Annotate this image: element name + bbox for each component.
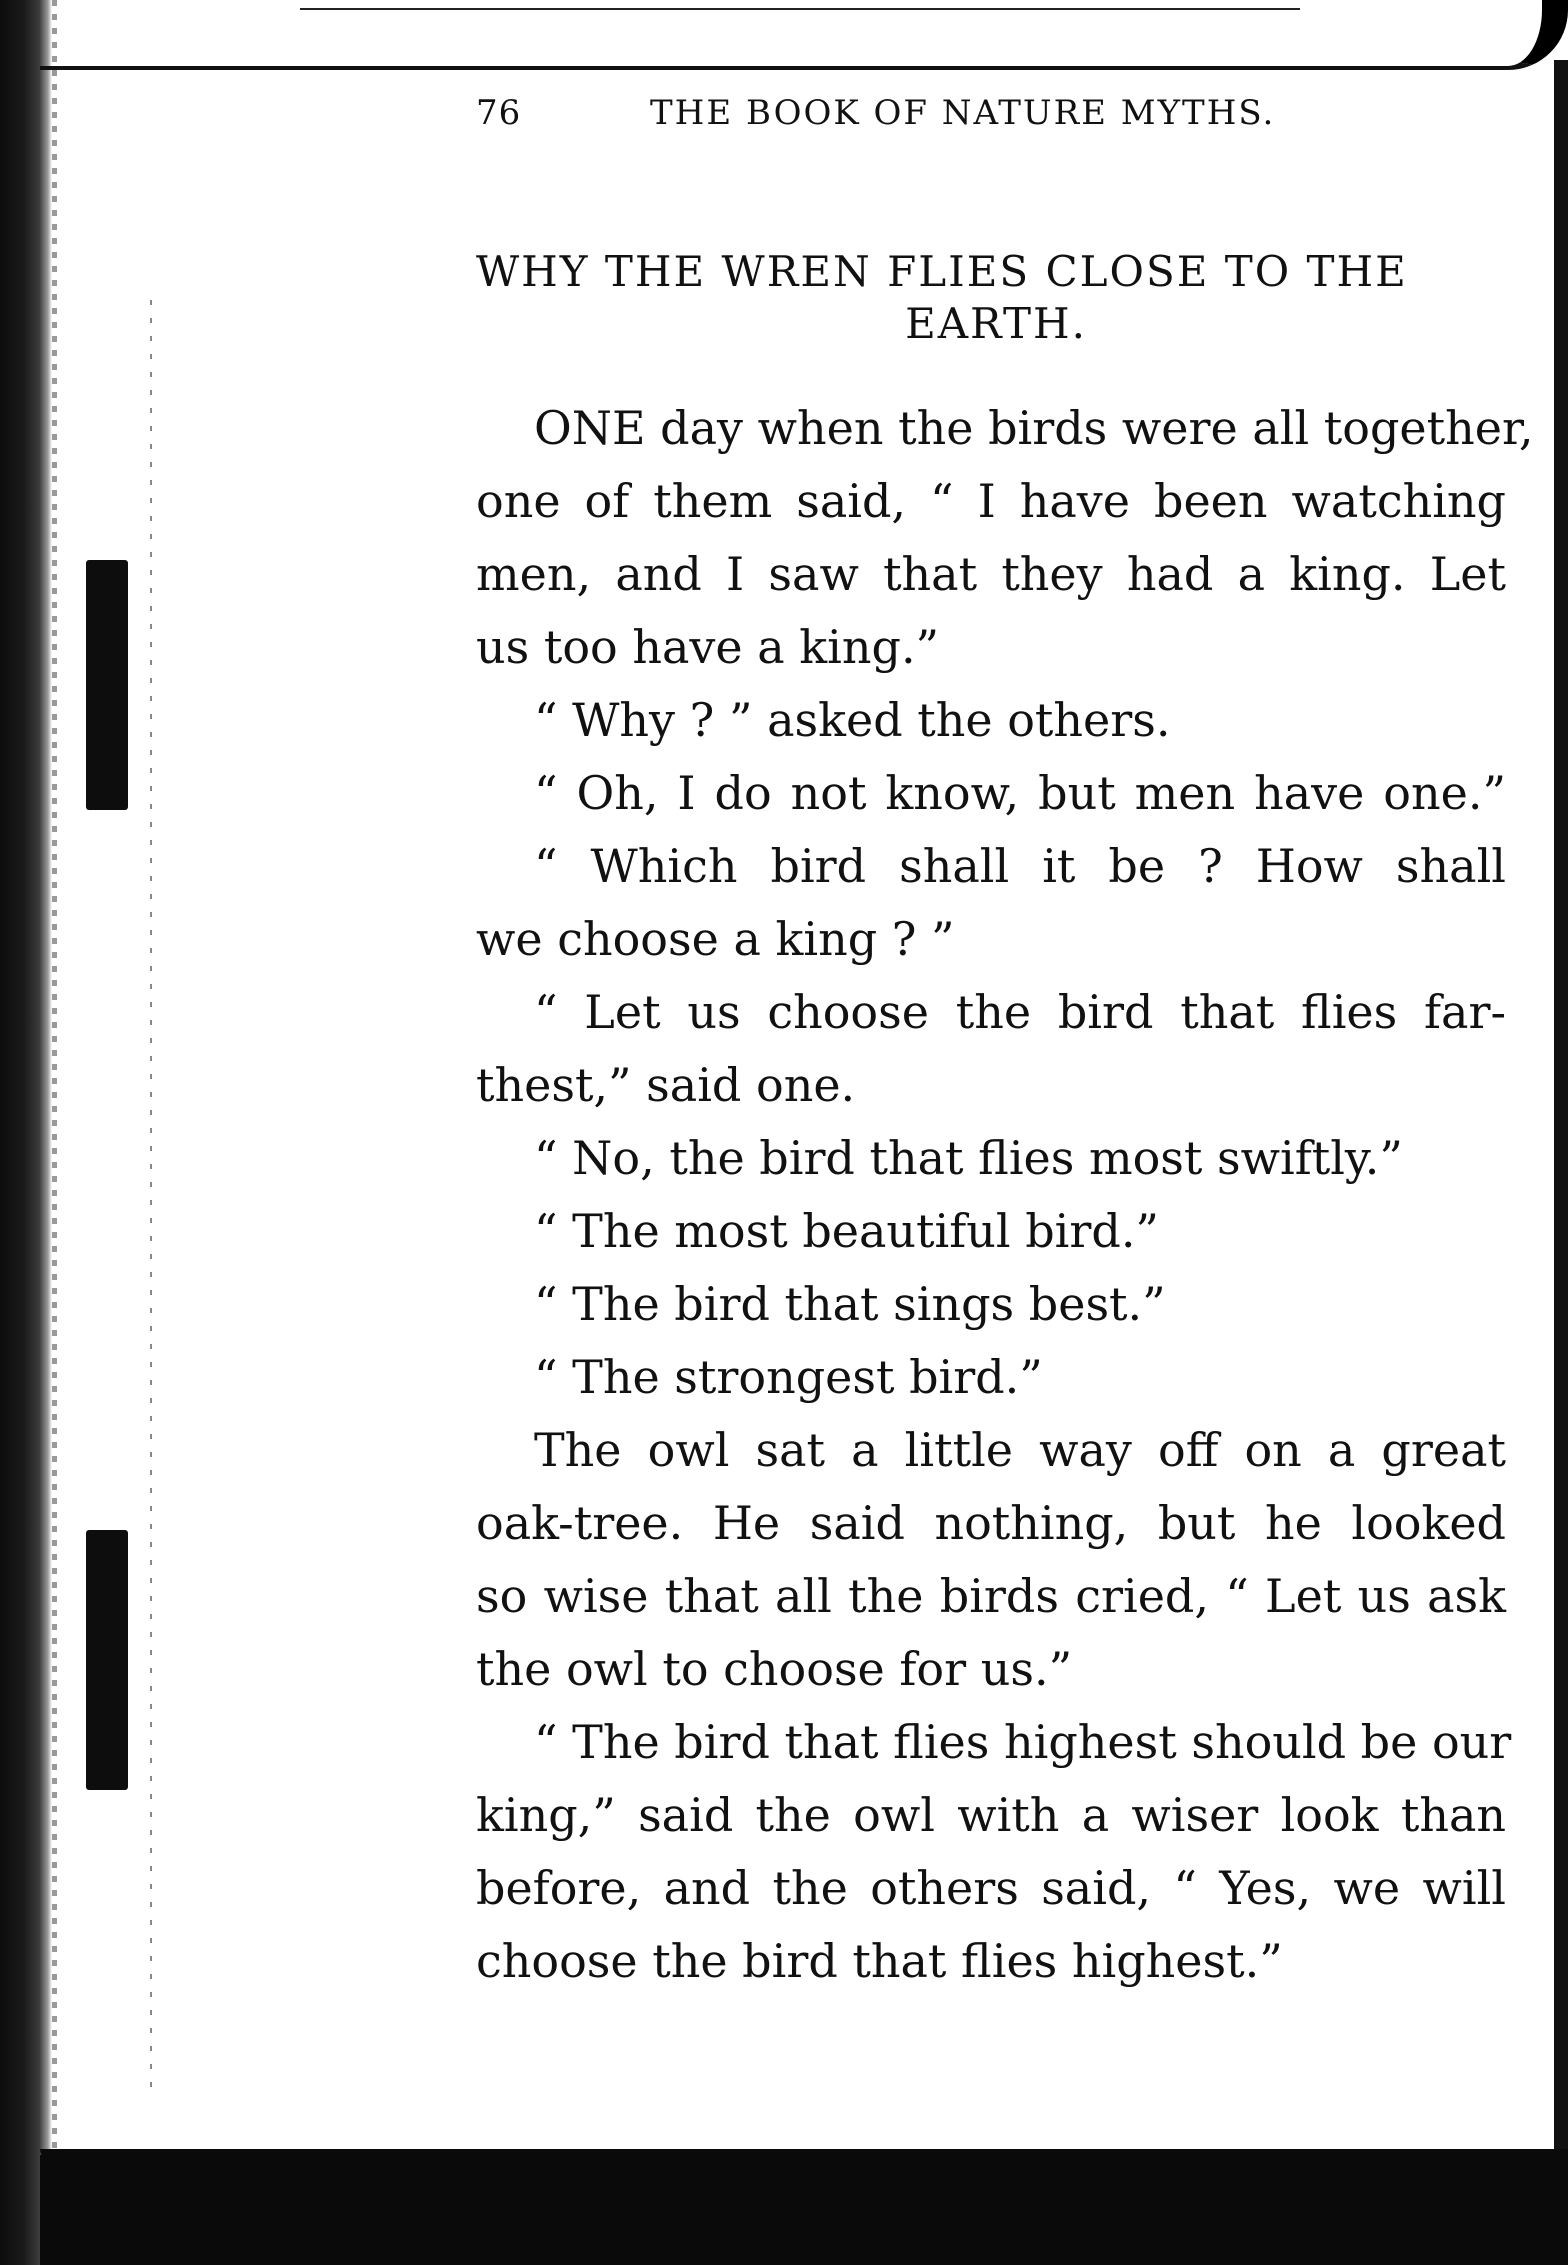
body-line: men, and I saw that they had a king. Let [476,547,1506,601]
body-line: “ Let us choose the bird that flies far- [534,985,1506,1039]
body-line: choose the bird that flies highest.” [476,1934,1283,1988]
body-line: so wise that all the birds cried, “ Let us ask [476,1569,1506,1623]
body-line: ONE day when the birds were all together, [534,401,1534,455]
body-line: king,” said the owl with a wiser look than [476,1788,1506,1842]
scan-shadow-mark [86,560,128,810]
page-number: 76 [476,93,522,133]
book-binding-edge [0,0,52,2265]
page-top-edge [40,0,1568,70]
body-line: “ No, the bird that flies most swiftly.” [534,1131,1403,1185]
story-body [476,392,1534,1998]
body-line: “ Which bird shall it be ? How shall [534,839,1506,893]
chapter-title-line-2: EARTH. [905,299,1087,348]
body-line: we choose a king ? ” [476,912,955,966]
body-line: “ Why ? ” asked the others. [534,693,1171,747]
body-line: thest,” said one. [476,1058,856,1112]
body-line: “ The bird that sings best.” [534,1277,1166,1331]
binding-streak [52,0,57,2265]
body-line: one of them said, “ I have been watching [476,474,1506,528]
body-line: “ The most beautiful bird.” [534,1204,1159,1258]
scan-shadow-mark [86,1530,128,1790]
page-top-rule [300,8,1300,10]
book-title: THE BOOK OF NATURE MYTHS. [650,93,1276,133]
body-line: “ The bird that flies highest should be our [534,1715,1512,1769]
body-line: oak-tree. He said nothing, but he looked [476,1496,1506,1550]
body-line: us too have a king.” [476,620,940,674]
body-line: The owl sat a little way off on a great [534,1423,1506,1477]
page-right-edge [1554,60,1568,2160]
body-line: “ The strongest bird.” [534,1350,1043,1404]
scan-dust-line [150,300,152,2100]
chapter-title [476,246,1506,350]
chapter-title-line-1: WHY THE WREN FLIES CLOSE TO THE [476,247,1408,296]
page-bottom-edge [40,2155,1568,2265]
body-line: before, and the others said, “ Yes, we will [476,1861,1506,1915]
body-line: the owl to choose for us.” [476,1642,1073,1696]
body-line: “ Oh, I do not know, but men have one.” [534,766,1506,820]
